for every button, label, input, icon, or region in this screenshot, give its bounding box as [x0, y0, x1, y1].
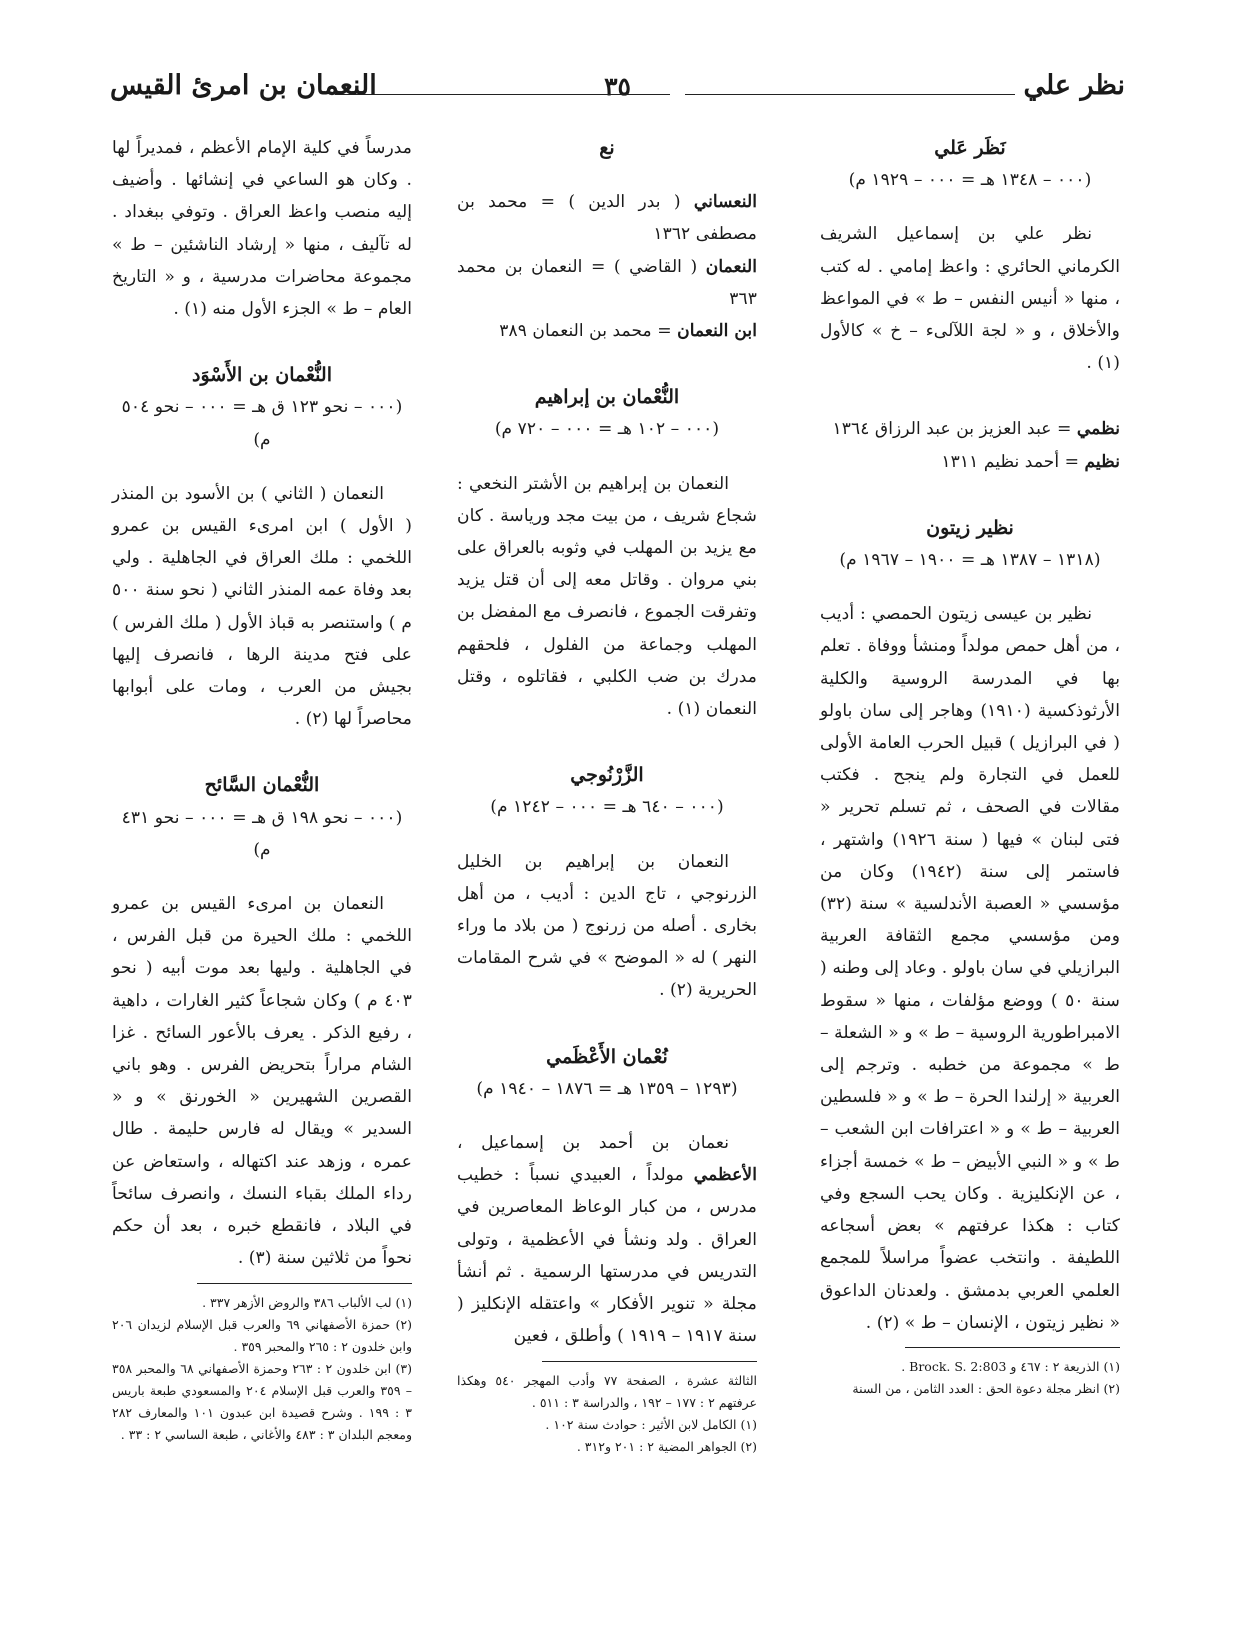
header-left-title: النعمان بن امرئ القيس	[110, 70, 377, 101]
xref-head: نظيم	[1084, 451, 1120, 472]
cross-reference	[820, 413, 1120, 445]
cross-reference	[457, 315, 757, 347]
entry-dates: (١٢٩٣ – ١٣٥٩ هـ = ١٨٧٦ – ١٩٤٠ م)	[476, 1078, 738, 1099]
xref-text: ( القاضي ) = النعمان بن محمد ٣٦٣	[457, 256, 757, 309]
entry-dates: (٠٠٠ – ١٠٢ هـ = ٠٠٠ – ٧٢٠ م)	[494, 419, 720, 440]
column-right	[820, 132, 1120, 1400]
entry-text: النعمان بن إبراهيم بن الأشتر النخعي : شجاع شريف ، من بيت مجد ورياسة . كان مع يزيد بن المهلب في وثوبه بالعراق على بني مروان . وقاتل معه إلى أن قتل يزيد وتفرقت الجموع ، فانصرف مع المفضل بن المهلب وجماعة من الفلول ، فلحقهم مدرك بن ضب الكلبي ، فقاتلوه ، وقتل النعمان (١) .	[457, 473, 757, 720]
entry-text-part: نعمان بن أحمد بن إسماعيل ،	[457, 1133, 729, 1154]
entry-title: نظير زيتون	[926, 516, 1014, 539]
footnote: (٢) انظر مجلة دعوة الحق : العدد الثامن ، من السنة	[852, 1380, 1120, 1396]
footnote: (١) لب الألباب ٣٨٦ والروض الأزهر ٣٣٧ .	[202, 1294, 412, 1310]
footnote: (٣) ابن خلدون ٢ : ٢٦٣ وحمزة الأصفهاني ٦٨ والمحبر ٣٥٨ – ٣٥٩ والعرب قبل الإسلام ٢٠٤ والمسعودي طبعة باريس ٣ : ١٩٩ . وشرح قصيدة ابن عبدون ١٠١ والمعارف ٢٨٢ ومعجم البلدان ٣ : ٤٨٣ والأغاني ، طبعة الساسي ٢ : ٣٣ .	[112, 1360, 412, 1442]
entry-text: النعمان ( الثاني ) بن الأسود بن المنذر ( الأول ) ابن امرىء القيس بن عمرو اللخمي : ملك العراق في الجاهلية . ولي بعد وفاة عمه المنذر الثاني ( نحو سنة ٥٠٠ م ) واستنصر به قباذ الأول ( ملك الفرس ) على فتح مدينة الرها ، فانصرف إليها بجيش من العرب ، ومات على أبوابها محاصراً لها (٢) .	[112, 483, 412, 730]
header-right-title: نظر علي	[1023, 70, 1125, 101]
cross-reference	[820, 446, 1120, 478]
footnote-rule	[197, 1283, 412, 1284]
entry-nisba: الأعظمي	[693, 1165, 757, 1186]
entry-title: النُّعْمان بن الأَسْوَد	[192, 364, 332, 387]
entry-text: نظر علي بن إسماعيل الشريف الكرماني الحائري : واعظ إمامي . له كتب ، منها « أنيس النفس – ط » في المواعظ والأخلاق ، و « لجة اللآلىء – خ » كالأول (١) .	[820, 224, 1120, 374]
entry-text: النعمان بن امرىء القيس بن عمرو اللخمي : ملك الحيرة من قبل الفرس ، في الجاهلية . وليها بعد موت أبيه ( نحو ٤٠٣ م ) وكان شجاعاً كثير الغارات ، داهية ، رفيع الذكر . يعرف بالأعور السائح . غزا الشام مراراً بتحريض الفرس . وهو باني القصرين الشهيرين « الخورنق » و « السدير » ويقال له فارس حليمة . طال عمره ، وزهد عند اكتهاله ، واستعاض عن رداء الملك بقباء النسك ، وانصرف سائحاً في البلاد ، فانقطع خبره ، بعد أن حكم نحواً من ثلاثين سنة (٣) .	[112, 894, 412, 1269]
entry-title: الزَّرْنُوجي	[570, 764, 644, 787]
entry-title: نُعْمان الأَعْظَمي	[546, 1045, 668, 1068]
entry-title: النُّعْمان بن إبراهيم	[534, 386, 680, 409]
xref-head: نظمي	[1076, 419, 1120, 440]
xref-text: = عبد العزيز بن عبد الرزاق ١٣٦٤	[832, 419, 1077, 440]
column-left	[112, 132, 412, 1446]
entry-dates: (٠٠٠ – نحو ١٩٨ ق هـ = ٠٠٠ – نحو ٤٣١ م)	[121, 807, 403, 860]
header-rule-left	[335, 94, 670, 95]
entry-text: نظير بن عيسى زيتون الحمصي : أديب ، من أهل حمص مولداً ومنشأ ووفاة . تعلم بها في المدرسة الروسية والكلية الأرثوذكسية (١٩١٠) وهاجر إلى سان باولو ( في البرازيل ) قبيل الحرب العامة الأولى للعمل في التجارة ولم ينجح . فكتب مقالات في الصحف ، ثم تسلم تحرير « فتى لبنان » فيها ( سنة ١٩٢٦) واشتهر ، فاستمر إلى سنة (١٩٤٢) وكان من مؤسسي « العصبة الأندلسية » سنة (٣٢) ومن مؤسسي مجمع الثقافة العربية البرازيلي في سان باولو . وعاد إلى وطنه ( سنة ٥٠ ) ووضع مؤلفات ، منها « سقوط الامبراطورية الروسية – ط » و « الشعلة – ط » مجموعة من خطبه . وترجم إلى العربية « إرلندا الحرة – ط » و « فلسطين العربية – ط » و « اعترافات ابن الشعب – ط » و « النبي الأبيض – ط » خمسة أجزاء ، عن الإنكليزية . وكان يحب السجع وفي كتاب : هكذا عرفتهم » بعض أسجاعه اللطيفة . وانتخب عضواً مراسلاً للمجمع العلمي العربي بدمشق . ولعدنان الداعوق « نظير زيتون ، الإنسان – ط » (٢) .	[820, 604, 1121, 1333]
xref-text: = أحمد نظيم ١٣١١	[941, 451, 1085, 472]
entry-text: النعمان بن إبراهيم بن الخليل الزرنوجي ، تاج الدين : أديب ، من أهل بخارى . أصله من زرنوج ( من بلاد ما وراء النهر ) له « الموضح » في شرح المقامات الحريرية (٢) .	[457, 851, 757, 1001]
column-middle	[457, 132, 757, 1458]
footnote-rule	[542, 1361, 757, 1362]
entry-text-part: مولداً ، العبيدي نسباً : خطيب مدرس ، من كبار الوعاظ المعاصرين في العراق . ولد ونشأ في الأعظمية ، وتولى التدريس في مدرستها الرسمية . ثم أنشأ مجلة « تنوير الأفكار » واعتقله الإنكليز ( سنة ١٩١٧ – ١٩١٩ ) وأطلق ، فعين	[457, 1165, 757, 1347]
footnote: (١) الكامل لابن الأثير : حوادث سنة ١٠٢ .	[545, 1416, 757, 1432]
footnote-rule	[905, 1347, 1120, 1348]
entry-text-continued: مدرساً في كلية الإمام الأعظم ، فمديراً لها . وكان هو الساعي في إنشائها . وأضيف إليه منصب واعظ العراق . وتوفي ببغداد . له تآليف ، منها « إرشاد الناشئين – ط » مجموعة محاضرات مدرسية ، و « التاريخ العام – ط » الجزء الأول منه (١) .	[112, 138, 412, 320]
section-heading: نع	[599, 137, 615, 159]
page-number: ٣٥	[590, 72, 645, 101]
footnote: (١) الذريعة ٢ : ٤٦٧ و Brock. S. 2:803 .	[901, 1358, 1120, 1374]
entry-dates: (٠٠٠ – ١٣٤٨ هـ = ٠٠٠ – ١٩٢٩ م)	[848, 170, 1092, 191]
xref-head: ابن النعمان	[677, 321, 757, 342]
cross-reference	[457, 251, 757, 315]
footnote: (٢) الجواهر المضية ٢ : ٢٠١ و٣١٢ .	[576, 1438, 757, 1454]
running-header	[110, 70, 1125, 114]
footnote: الثالثة عشرة ، الصفحة ٧٧ وأدب المهجر ٥٤٠ وهكذا عرفتهم ٢ : ١٧٧ – ١٩٢ ، والدراسة ٣ : ٥١١ .	[457, 1372, 758, 1410]
cross-reference	[457, 186, 757, 250]
entry-dates: (٠٠٠ – نحو ١٢٣ ق هـ = ٠٠٠ – نحو ٥٠٤ م)	[121, 397, 403, 450]
entry-text	[457, 1127, 757, 1352]
xref-text: = محمد بن النعمان ٣٨٩	[499, 321, 678, 342]
entry-title: النُّعْمان السَّائح	[204, 774, 320, 797]
entry-dates: (٠٠٠ – ٦٤٠ هـ = ٠٠٠ – ١٢٤٢ م)	[490, 797, 724, 818]
entry-dates: (١٣١٨ – ١٣٨٧ هـ = ١٩٠٠ – ١٩٦٧ م)	[839, 550, 1101, 571]
header-rule-right	[685, 94, 1015, 95]
entry-title: نَظَر عَلي	[934, 137, 1006, 159]
xref-head: النعساني	[693, 192, 757, 213]
footnote: (٢) حمزة الأصفهاني ٦٩ والعرب قبل الإسلام لزيدان ٢٠٦ وابن خلدون ٢ : ٢٦٥ والمحبر ٣٥٩ .	[112, 1316, 412, 1354]
xref-head: النعمان	[705, 256, 757, 277]
xref-text: ( بدر الدين ) = محمد بن مصطفى ١٣٦٢	[457, 192, 757, 245]
